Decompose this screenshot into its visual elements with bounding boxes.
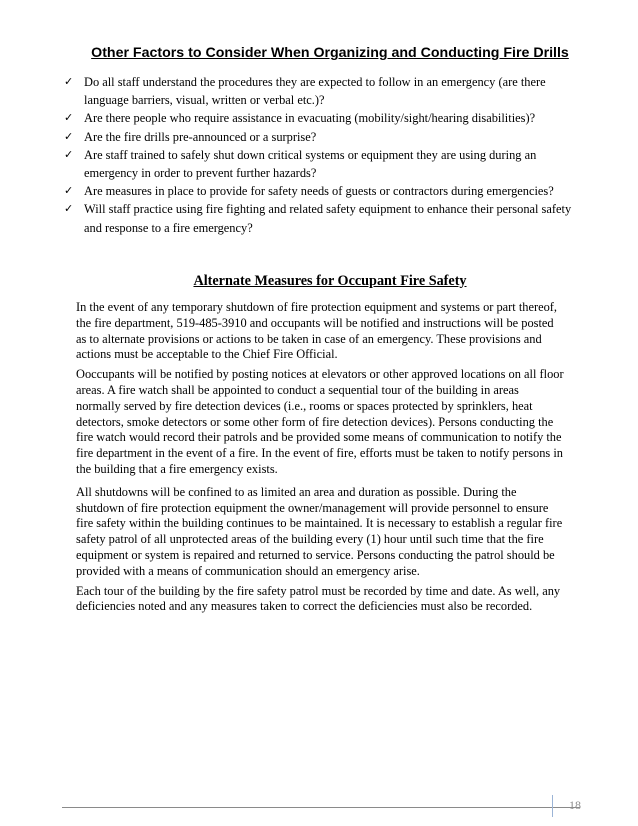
checkmark-icon: ✓ — [64, 75, 74, 88]
checklist-item — [64, 73, 584, 109]
paragraph: All shutdowns will be confined to as limited an area and duration as possible. During the shutdown of fire protection equipment the owner/management will provide personnel to ensure fire safety within the building continues to be maintained. It is necessary to establish a regular fire safety patrol of all unprotected areas of the building every (1) hour until such time that the fire equipment or system is repaired and returned to service. Persons conducting the patrol should be provided with a means of communication should an emergency arise. — [76, 484, 563, 578]
checklist-item — [64, 200, 584, 236]
page-number: 18 — [569, 798, 581, 812]
checkmark-icon: ✓ — [64, 111, 74, 125]
checklist-item — [64, 109, 584, 127]
checkmark-icon: ✓ — [64, 129, 74, 143]
checkmark-icon: ✓ — [64, 202, 74, 216]
footer-divider — [62, 807, 580, 808]
checklist-item-text: Do all staff understand the procedures they are expected to follow in an emergency (are there language barriers, visual, written or verbal etc.)? — [84, 75, 546, 108]
checklist-item-text: Are staff trained to safely shut down critical systems or equipment they are using during an emergency in order to prevent further hazards? — [84, 147, 537, 181]
checkmark-icon: ✓ — [64, 147, 74, 161]
paragraph: Ooccupants will be notified by posting notices at elevators or other approved locations on all floor areas. A fire watch shall be appointed to conduct a sequential tour of the building in areas normally served by fire detection devices (i.e., rooms or spaces protected by sprinklers, heat detectors, smoke detectors or some other form of fire detection devices). Persons conducting the fire watch would record their patrols and be provided some means of communication to notify the fire department in the event of a fire. In the event of fire, efforts must be taken to notify persons in the building that a fire emergency exists. — [76, 367, 564, 476]
alternate-measures-body — [76, 300, 566, 619]
checklist-item-text: Are measures in place to provide for safety needs of guests or contractors during emergencies? — [84, 184, 554, 199]
checkmark-icon: ✓ — [64, 184, 74, 198]
checklist-item — [64, 128, 584, 146]
checklist-item-text: Are the fire drills pre-announced or a surprise? — [84, 129, 317, 144]
checklist-item — [64, 182, 584, 200]
paragraph: In the event of any temporary shutdown of fire protection equipment and systems or part thereof, the fire department, 519-485-3910 and occupants will be notified and instructions will be posted as to alternate provisions or actions to be taken in case of an emergency. These provisions and actions must be acceptable to the Chief Fire Official. — [76, 300, 558, 362]
paragraph: Each tour of the building by the fire safety patrol must be recorded by time and date. As well, any deficiencies noted and any measures taken to correct the deficiencies must also be recorded. — [76, 583, 561, 614]
fire-drill-checklist — [64, 73, 584, 237]
checklist-item — [64, 146, 584, 182]
section-title-fire-drills: Other Factors to Consider When Organizing and Conducting Fire Drills — [91, 45, 569, 61]
section-title-alternate-measures: Alternate Measures for Occupant Fire Safety — [193, 273, 467, 289]
checklist-item-text: Are there people who require assistance in evacuating (mobility/sight/hearing disabilities)? — [84, 111, 536, 126]
checklist-item-text: Will staff practice using fire fighting and related safety equipment to enhance their personal safety and response to a fire emergency? — [84, 202, 572, 235]
